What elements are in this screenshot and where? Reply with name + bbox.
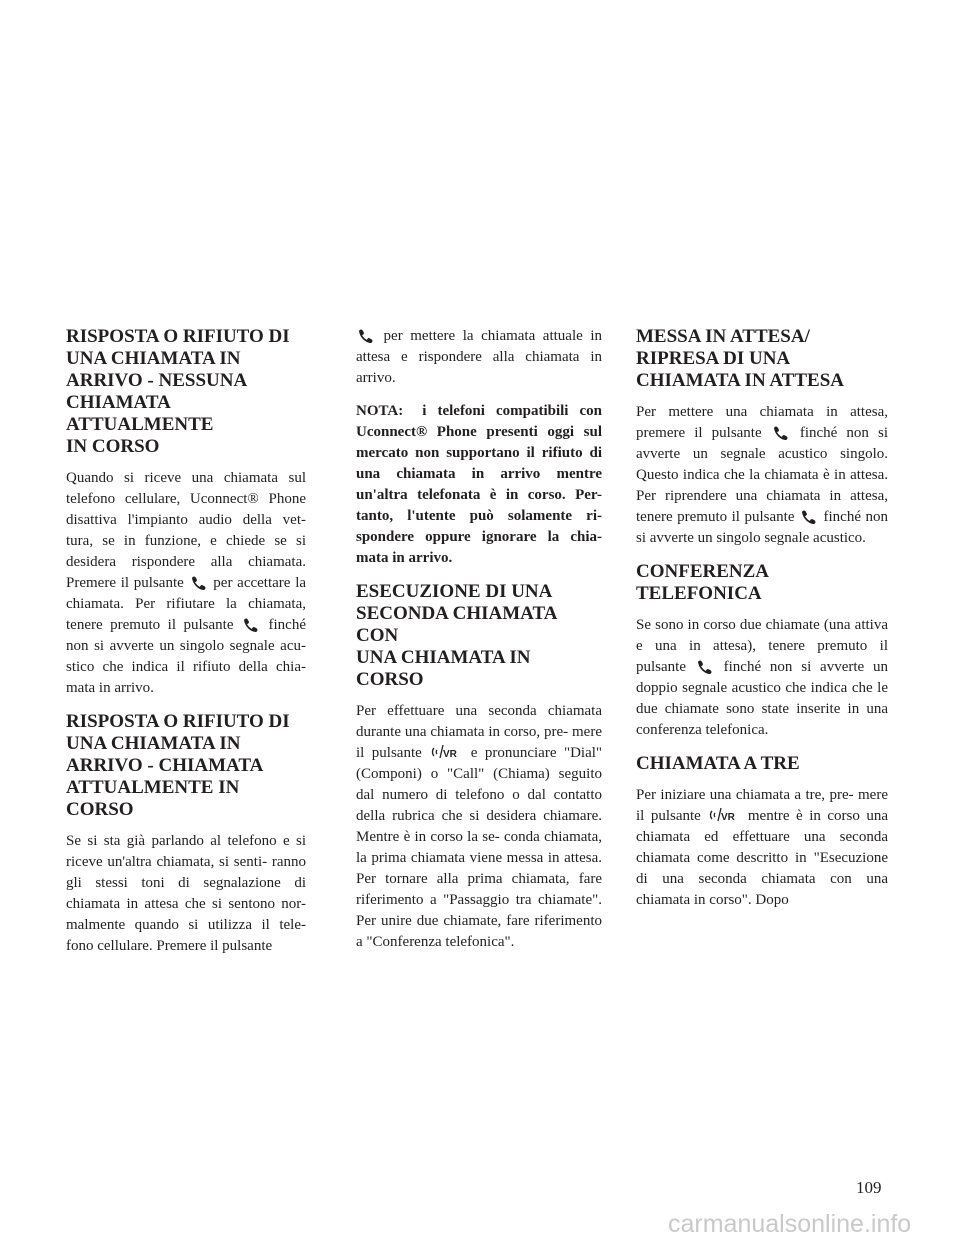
column-3 (636, 326, 888, 923)
phone-icon (191, 576, 207, 590)
svg-text:VR: VR (443, 749, 458, 760)
paragraph-second-call: Per effettuare una seconda chiamata durante una chiamata in corso, pre- mere il pulsante VR e pronunciare "Dial" (Componi) o "Call" (Chiama) seguito dal numero di telefono o dal contatto della rubrica che si desidera chiamare. Mentre è in corso la se- conda chiamata, la prima chiamata viene messa in attesa. Per tornare alla prima chiamata, fare riferimento a "Passaggio tra chiamate". Per unire due chiamate, fare riferimento a "Conferenza telefonica". (356, 703, 603, 950)
phone-icon (697, 660, 713, 674)
phone-icon (358, 329, 374, 343)
svg-text:VR: VR (721, 812, 736, 823)
paragraph-answer-no-call: Quando si riceve una chiamata sul telefono cellulare, Uconnect® Phone disattiva l'impianto audio della vet- tura, se in funzione, e chiede se si desidera rispondere alla chiamata. Premere il pulsante per accettare la chiamata. Per rifiutare la chiamata, tenere premuto il pulsante finché non si avverte un singolo segnale acu- stico che indica il rifiuto della chia- mata in arrivo. (66, 470, 307, 696)
paragraph-conference: Se sono in corso due chiamate (una attiva e una in attesa), tenere premuto il pulsante finché non si avverte un doppio segnale acustico che indica che le due chiamate sono state inserite in una conferenza telefonica. (636, 617, 888, 738)
heading-hold-resume: MESSA IN ATTESA/ RIPRESA DI UNA CHIAMATA IN ATTESA (636, 326, 844, 391)
heading-conference: CONFERENZA TELEFONICA (636, 561, 770, 604)
paragraph-three-way: Per iniziare una chiamata a tre, pre- mere il pulsante VR mentre è in corso una chiamata ed effettuare una seconda chiamata come descritto in "Esecuzione di una seconda chiamata con una chiamata in corso". Dopo (636, 787, 889, 908)
heading-answer-no-call: RISPOSTA O RIFIUTO DI UNA CHIAMATA IN ARRIVO - NESSUNA CHIAMATA ATTUALMENTE IN CORSO (66, 326, 290, 457)
heading-three-way: CHIAMATA A TRE (636, 753, 800, 774)
phone-icon (801, 510, 817, 524)
note-paragraph: NOTA: i telefoni compatibili con Uconnect® Phone presenti oggi sul mercato non supportano il rifiuto di una chiamata in arrivo mentre un'altra telefonata è in corso. Per- tanto, l'utente può solamente ri- spondere oppure ignorare la chia- mata in arrivo. (356, 403, 603, 566)
watermark[interactable]: carmanualsonline.info (668, 1210, 912, 1238)
heading-answer-active-call: RISPOSTA O RIFIUTO DI UNA CHIAMATA IN ARRIVO - CHIAMATA ATTUALMENTE IN CORSO (66, 711, 290, 820)
note-label: NOTA: (356, 403, 404, 419)
column-2 (356, 326, 602, 965)
page-number: 109 (856, 1178, 882, 1197)
phone-icon (773, 426, 789, 440)
paragraph-answer-active-call: Se si sta già parlando al telefono e si riceve un'altra chiamata, si senti- ranno gli stessi toni di segnalazione di chiamata in attesa che si sentono nor- malmente quando si utilizza il tele- fono cellulare. Premere il pulsante (66, 833, 306, 954)
phone-icon (243, 618, 259, 632)
voice-recognition-icon (709, 807, 739, 823)
column-1 (66, 326, 306, 969)
paragraph-hold-answer: per mettere la chiamata attuale in attesa e rispondere alla chiamata in arrivo. (356, 328, 602, 386)
paragraph-hold-resume: Per mettere una chiamata in attesa, premere il pulsante finché non si avverte un segnale acustico singolo. Questo indica che la chiamata è in attesa. Per riprendere una chiamata in attesa, tenere premuto il pulsante finché non si avverte un singolo segnale acustico. (636, 404, 889, 546)
voice-recognition-icon (431, 744, 461, 760)
heading-second-call: ESECUZIONE DI UNA SECONDA CHIAMATA CON UNA CHIAMATA IN CORSO (356, 581, 557, 690)
